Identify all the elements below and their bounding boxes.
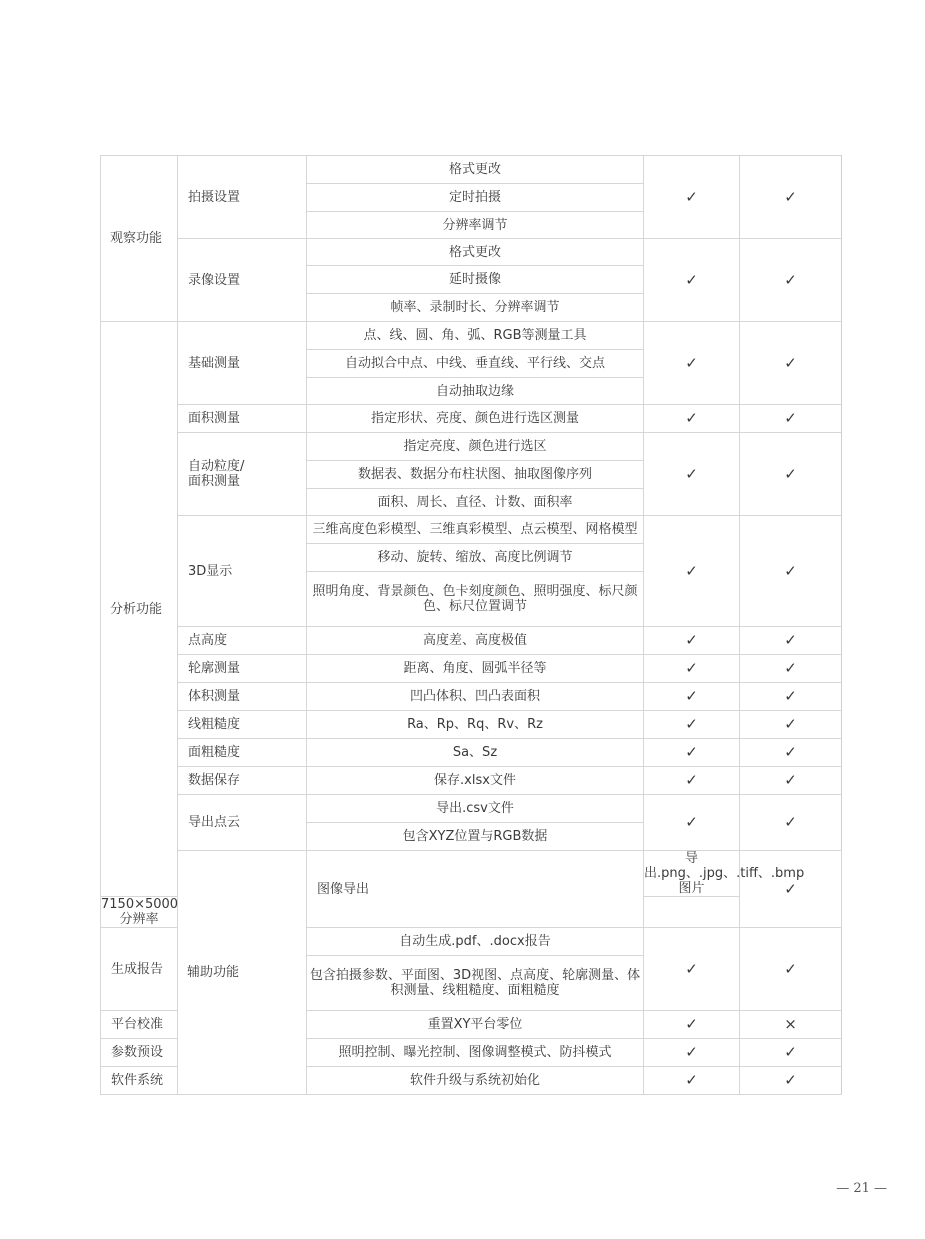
support-mark-col1: ✓ — [644, 1039, 740, 1067]
feature-cell: 凹凸体积、凹凸表面积 — [307, 683, 644, 711]
support-mark-col2: ✓ — [740, 239, 842, 322]
feature-cell: 导出.csv文件 — [307, 795, 644, 823]
feature-cell: 7150×5000分辨率 — [101, 897, 179, 927]
support-mark-col2: ✓ — [740, 516, 842, 627]
feature-cell: 自动生成.pdf、.docx报告 — [307, 928, 644, 956]
subcategory-cell: 自动粒度/ 面积测量 — [178, 433, 307, 516]
subcategory-cell: 体积测量 — [178, 683, 307, 711]
support-mark-col1: ✓ — [644, 655, 740, 683]
table-row — [101, 739, 842, 767]
feature-cell: 延时摄像 — [307, 266, 644, 294]
support-mark-col2: ✓ — [740, 767, 842, 795]
feature-cell: 数据表、数据分布柱状图、抽取图像序列 — [307, 461, 644, 489]
feature-cell: 包含拍摄参数、平面图、3D视图、点高度、轮廓测量、体积测量、线粗糙度、面粗糙度 — [307, 956, 644, 1011]
subcategory-cell: 轮廓测量 — [178, 655, 307, 683]
subcategory-cell: 拍摄设置 — [178, 156, 307, 239]
support-mark-col1: ✓ — [644, 1067, 740, 1095]
feature-cell: 定时拍摄 — [307, 184, 644, 212]
feature-cell: 帧率、录制时长、分辨率调节 — [307, 294, 644, 322]
support-mark-col1: ✓ — [740, 851, 842, 928]
table-row — [101, 433, 842, 461]
subcategory-cell: 线粗糙度 — [178, 711, 307, 739]
support-mark-col1: ✓ — [644, 405, 740, 433]
feature-cell: 格式更改 — [307, 156, 644, 184]
feature-cell: 软件升级与系统初始化 — [307, 1067, 644, 1095]
support-mark-col1: ✓ — [644, 156, 740, 239]
support-mark-col1: ✓ — [644, 683, 740, 711]
support-mark-col2: ✓ — [740, 156, 842, 239]
feature-cell: 重置XY平台零位 — [307, 1011, 644, 1039]
support-mark-col2: ✓ — [740, 405, 842, 433]
support-mark-col1: ✓ — [644, 239, 740, 322]
feature-cell: 面积、周长、直径、计数、面积率 — [307, 489, 644, 516]
support-mark-col2: ✓ — [740, 795, 842, 851]
feature-cell: 移动、旋转、缩放、高度比例调节 — [307, 544, 644, 572]
feature-cell: 照明控制、曝光控制、图像调整模式、防抖模式 — [307, 1039, 644, 1067]
support-mark-col2: × — [740, 1011, 842, 1039]
category-cell: 辅助功能 — [178, 851, 307, 1095]
feature-cell: 导出.png、.jpg、.tiff、.bmp图片 — [644, 851, 805, 896]
support-mark-col1: ✓ — [644, 627, 740, 655]
support-mark-col1: ✓ — [644, 767, 740, 795]
subcategory-cell: 平台校准 — [101, 1011, 178, 1039]
support-mark-col2: ✓ — [740, 627, 842, 655]
page-number: — 21 — — [836, 1181, 887, 1196]
table-row — [101, 627, 842, 655]
table-row — [101, 795, 842, 823]
support-mark-col1: ✓ — [644, 516, 740, 627]
subcategory-cell: 面粗糙度 — [178, 739, 307, 767]
feature-cell: 包含XYZ位置与RGB数据 — [307, 823, 644, 851]
support-mark-col1: ✓ — [644, 322, 740, 405]
table-row — [101, 239, 842, 266]
feature-table-body — [101, 156, 842, 1095]
support-mark-col2: ✓ — [740, 711, 842, 739]
subcategory-cell: 点高度 — [178, 627, 307, 655]
support-mark-col2: ✓ — [740, 655, 842, 683]
feature-cell: 点、线、圆、角、弧、RGB等测量工具 — [307, 322, 644, 350]
feature-cell: 格式更改 — [307, 239, 644, 266]
feature-cell: 指定亮度、颜色进行选区 — [307, 433, 644, 461]
support-mark-col2: ✓ — [740, 433, 842, 516]
feature-cell: 自动拟合中点、中线、垂直线、平行线、交点 — [307, 350, 644, 378]
support-mark-col1: ✓ — [644, 711, 740, 739]
subcategory-cell: 生成报告 — [101, 928, 178, 1011]
table-row — [101, 767, 842, 795]
subcategory-cell: 软件系统 — [101, 1067, 178, 1095]
subcategory-cell: 图像导出 — [307, 851, 644, 928]
feature-cell: 指定形状、亮度、颜色进行选区测量 — [307, 405, 644, 433]
support-mark-col1: ✓ — [644, 928, 740, 1011]
support-mark-col1: ✓ — [644, 433, 740, 516]
feature-cell: 距离、角度、圆弧半径等 — [307, 655, 644, 683]
subcategory-cell: 导出点云 — [178, 795, 307, 851]
category-cell: 观察功能 — [101, 156, 178, 322]
feature-cell: 分辨率调节 — [307, 212, 644, 239]
feature-cell: 高度差、高度极值 — [307, 627, 644, 655]
feature-table — [100, 155, 842, 1095]
category-cell: 分析功能 — [101, 322, 178, 897]
feature-cell: 三维高度色彩模型、三维真彩模型、点云模型、网格模型 — [307, 516, 644, 544]
subcategory-cell: 录像设置 — [178, 239, 307, 322]
support-mark-col2: ✓ — [740, 1039, 842, 1067]
feature-cell: 保存.xlsx文件 — [307, 767, 644, 795]
subcategory-cell: 参数预设 — [101, 1039, 178, 1067]
support-mark-col1: ✓ — [644, 1011, 740, 1039]
table-row — [101, 322, 842, 350]
support-mark-col2: ✓ — [740, 928, 842, 1011]
support-mark-col1: ✓ — [644, 795, 740, 851]
feature-cell: 自动抽取边缘 — [307, 378, 644, 405]
table-row — [101, 851, 842, 897]
subcategory-cell: 面积测量 — [178, 405, 307, 433]
subcategory-cell: 数据保存 — [178, 767, 307, 795]
subcategory-cell: 3D显示 — [178, 516, 307, 627]
subcategory-cell: 基础测量 — [178, 322, 307, 405]
support-mark-col1: ✓ — [644, 739, 740, 767]
support-mark-col2: ✓ — [740, 739, 842, 767]
feature-cell: Sa、Sz — [307, 739, 644, 767]
table-row — [101, 156, 842, 184]
table-row — [101, 711, 842, 739]
table-row — [101, 405, 842, 433]
support-mark-col2: ✓ — [740, 322, 842, 405]
table-row — [101, 655, 842, 683]
table-row — [101, 516, 842, 544]
feature-cell: 照明角度、背景颜色、色卡刻度颜色、照明强度、标尺颜色、标尺位置调节 — [307, 572, 644, 627]
support-mark-col2: ✓ — [740, 1067, 842, 1095]
feature-cell: Ra、Rp、Rq、Rv、Rz — [307, 711, 644, 739]
support-mark-col2: ✓ — [740, 683, 842, 711]
table-row — [101, 683, 842, 711]
